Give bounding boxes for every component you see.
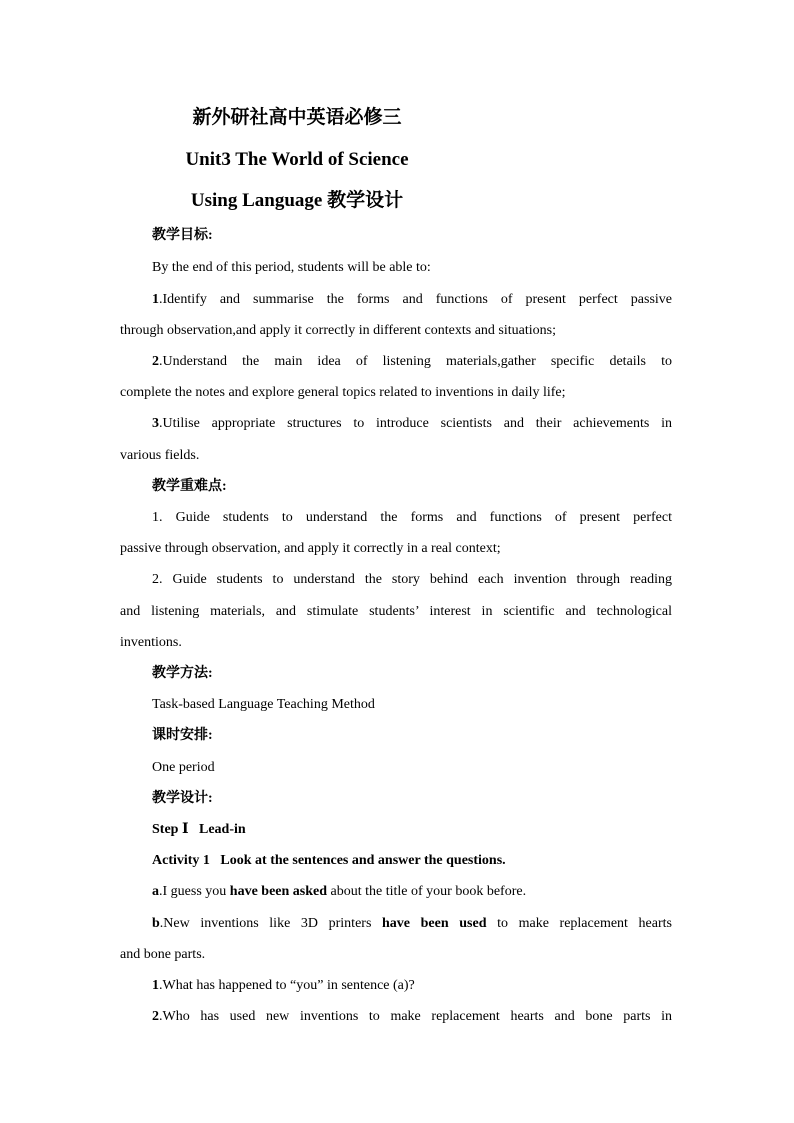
sentence-a-emphasis: have been asked xyxy=(229,884,328,899)
sentence-a xyxy=(152,882,672,902)
question-2-number: 2 xyxy=(152,1009,159,1024)
step-1-heading: Step Ⅰ Lead-in xyxy=(152,822,246,837)
objective-item-3-number: 3 xyxy=(152,416,159,431)
objective-item-2-number: 2 xyxy=(152,354,159,369)
sentence-a-post: about the title of your book before. xyxy=(327,884,527,899)
sentence-b-post: to make replacement hearts xyxy=(486,916,672,931)
unit-title: Unit3 The World of Science xyxy=(185,149,409,170)
objective-item-3-line-2: various fields. xyxy=(120,448,200,463)
objective-item-1-number: 1 xyxy=(152,292,159,307)
method-heading: 教学方法: xyxy=(152,666,213,681)
objective-item-1-text: .Identify and summarise the forms and functions of present perfect passive xyxy=(159,292,672,307)
question-1-number: 1 xyxy=(152,978,159,993)
activity-1-heading: Activity 1 Look at the sentences and answer the questions. xyxy=(152,853,506,868)
question-1 xyxy=(152,976,672,996)
key-points-heading: 教学重难点: xyxy=(152,479,227,494)
objective-item-2-line-2: complete the notes and explore general topics related to inventions in daily life; xyxy=(120,385,566,400)
sentence-b-line-2: and bone parts. xyxy=(120,947,206,962)
objectives-intro: By the end of this period, students will be able to: xyxy=(152,260,431,275)
question-2 xyxy=(152,1007,672,1027)
objectives-heading: 教学目标: xyxy=(152,228,213,243)
objective-item-1-line-1 xyxy=(152,290,672,310)
key-point-2-line-1: 2. Guide students to understand the story behind each invention through reading xyxy=(152,572,672,587)
question-2-text: .Who has used new inventions to make replacement hearts and bone parts in xyxy=(159,1009,672,1024)
objective-item-2-text: .Understand the main idea of listening materials,gather specific details to xyxy=(159,354,672,369)
sentence-b-pre: .New inventions like 3D printers xyxy=(159,916,383,931)
question-1-text: .What has happened to “you” in sentence (a)? xyxy=(159,978,415,993)
objective-item-1-line-2: through observation,and apply it correctly in different contexts and situations; xyxy=(120,323,556,338)
schedule-heading: 课时安排: xyxy=(152,728,213,743)
sentence-a-pre: .I guess you xyxy=(159,884,230,899)
objective-item-2-line-1 xyxy=(152,352,672,372)
key-point-2-line-2: and listening materials, and stimulate students’ interest in scientific and technological xyxy=(120,604,672,619)
document-title: 新外研社高中英语必修三 xyxy=(192,107,402,128)
method-text: Task-based Language Teaching Method xyxy=(152,697,375,712)
objective-item-3-line-1 xyxy=(152,414,672,434)
document-body xyxy=(120,0,672,1123)
design-heading: 教学设计: xyxy=(152,791,213,806)
sentence-b-label: b xyxy=(152,916,160,931)
lesson-title: Using Language 教学设计 xyxy=(190,190,404,211)
objective-item-3-text: .Utilise appropriate structures to introduce scientists and their achievements in xyxy=(159,416,672,431)
schedule-text: One period xyxy=(152,760,215,775)
sentence-a-label: a xyxy=(152,884,159,899)
sentence-b-line-1 xyxy=(152,914,672,934)
sentence-b-emphasis: have been used xyxy=(382,916,487,931)
key-point-2-line-3: inventions. xyxy=(120,635,182,650)
key-point-1-line-1: 1. Guide students to understand the forms and functions of present perfect xyxy=(152,510,672,525)
key-point-1-line-2: passive through observation, and apply it correctly in a real context; xyxy=(120,541,501,556)
